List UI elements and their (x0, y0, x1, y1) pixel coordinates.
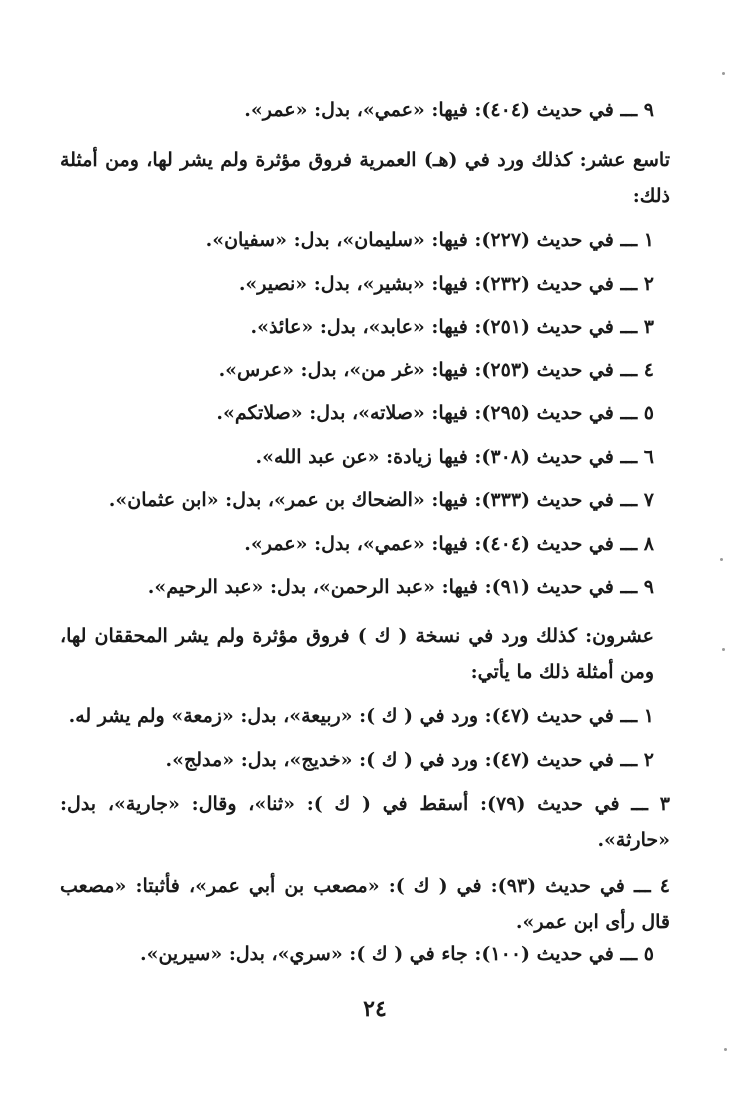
section-heading-20: عشرون: كذلك ورد في نسخة ( ك ) فروق مؤثرة ولم يشر المحققان لها، ومن أمثلة ذلك ما يأتي: (60, 625, 654, 683)
line-4: ٢ ـــ في حديث (٢٣٢): فيها: «بشير»، بدل: «نصير». (238, 273, 654, 295)
line-10: ٨ ـــ في حديث (٤٠٤): فيها: «عمي»، بدل: «عمر». (244, 533, 654, 555)
scan-speck (722, 648, 725, 651)
section-heading-19: تاسع عشر: كذلك ورد في (هـ) العمرية فروق مؤثرة ولم يشر لها، ومن أمثلة ذلك: (60, 149, 670, 207)
line-16: ٤ ـــ في حديث (٩٣): في ( ك ): «مصعب بن أبي عمر»، فأثبتا: «مصعب قال رأى ابن عمر». (60, 875, 671, 933)
line-9: ٧ ـــ في حديث (٣٣٣): فيها: «الضحاك بن عمر»، بدل: «ابن عثمان». (108, 489, 654, 511)
scan-speck (724, 1048, 727, 1051)
line-6: ٤ ـــ في حديث (٢٥٣): فيها: «غر من»، بدل: «عرس». (218, 359, 654, 381)
line-8: ٦ ـــ في حديث (٣٠٨): فيها زيادة: «عن عبد الله». (255, 446, 654, 468)
line-3: ١ ـــ في حديث (٢٢٧): فيها: «سليمان»، بدل: «سفيان». (205, 229, 654, 251)
scan-speck (722, 72, 725, 75)
line-11: ٩ ـــ في حديث (٩١): فيها: «عبد الرحمن»، بدل: «عبد الرحيم». (147, 576, 654, 598)
line-1: ٩ ـــ في حديث (٤٠٤): فيها: «عمي»، بدل: «عمر». (244, 99, 654, 121)
page-number: ٢٤ (363, 996, 387, 1022)
line-13: ١ ـــ في حديث (٤٧): ورد في ( ك ): «ربيعة»، بدل: «زمعة» ولم يشر له. (68, 705, 654, 727)
line-14: ٢ ـــ في حديث (٤٧): ورد في ( ك ): «خديج»، بدل: «مدلج». (165, 749, 654, 771)
line-5: ٣ ـــ في حديث (٢٥١): فيها: «عابد»، بدل: «عائذ». (250, 316, 654, 338)
scan-speck (720, 558, 723, 561)
line-7: ٥ ـــ في حديث (٢٩٥): فيها: «صلاته»، بدل: «صلاتكم». (216, 402, 654, 424)
line-17: ٥ ـــ في حديث (١٠٠): جاء في ( ك ): «سري»، بدل: «سيرين». (139, 943, 654, 965)
line-15: ٣ ـــ في حديث (٧٩): أسقط في ( ك ): «ثنا»، وقال: «جارية»، بدل: «حارثة». (60, 793, 670, 851)
